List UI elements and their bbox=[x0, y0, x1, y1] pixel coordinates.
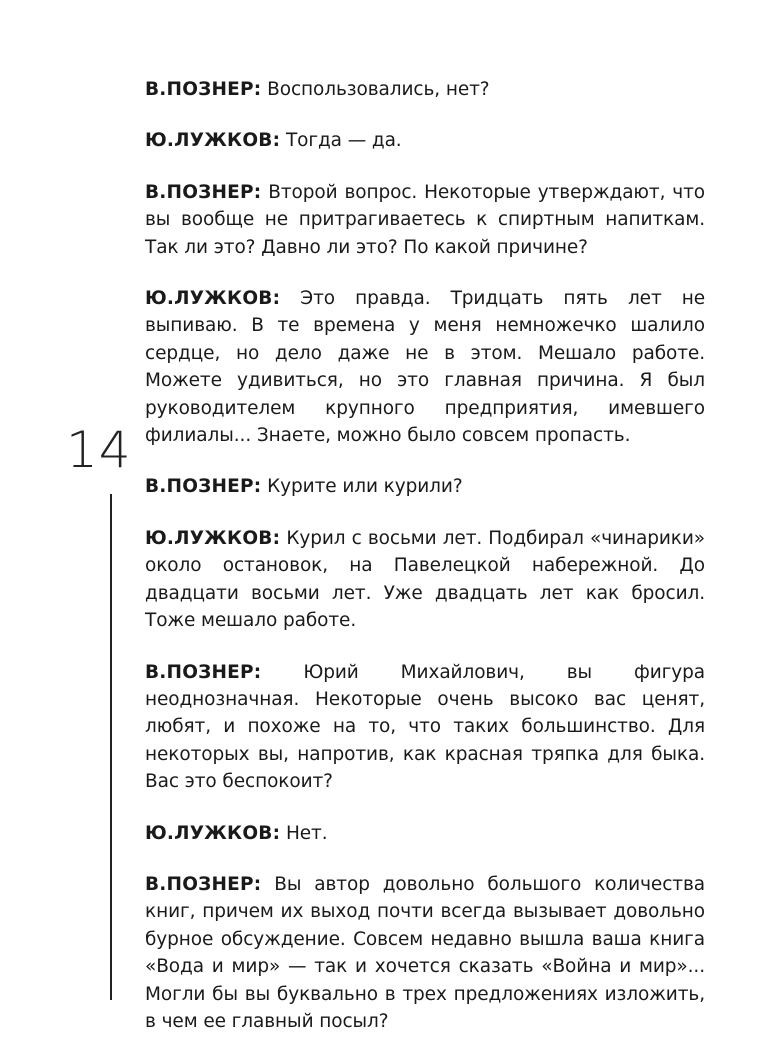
dialogue-text: Вы автор довольно большого количества книг, причем их выход почти всегда вызывает довольно бурное обсуждение. Совсем недавно вышла ваша книга «Вода и мир» — так и хочется сказать «Война и мир»... Могли бы вы буквально в трех предложениях изложить, в чем ее главный посыл? bbox=[145, 873, 705, 1032]
speaker-label: Ю.ЛУЖКОВ: bbox=[145, 288, 281, 310]
speaker-label: Ю.ЛУЖКОВ: bbox=[145, 130, 281, 152]
speaker-label: Ю.ЛУЖКОВ: bbox=[145, 822, 281, 844]
dialogue-text: Нет. bbox=[285, 822, 328, 844]
page-number: 14 bbox=[66, 421, 132, 479]
dialogue-text: Воспользовались, нет? bbox=[267, 79, 490, 100]
side-rule bbox=[110, 494, 112, 1000]
speaker-label: В.ПОЗНЕР: bbox=[145, 873, 262, 895]
dialogue-text: Курил с восьми лет. Подбирал «чинарики» около остановок, на Павелецкой набережной. До двадцати восьми лет. Уже двадцать лет как бросил. Тоже мешало работе. bbox=[145, 527, 705, 632]
dialogue-paragraph bbox=[145, 285, 705, 449]
interview-text bbox=[145, 76, 705, 1059]
dialogue-text: Юрий Михайлович, вы фигура неоднозначная. Некоторые очень высоко вас ценят, любят, и похоже на то, что таких большинство. Для некоторых вы, напротив, как красная тряпка для быка. Вас это беспокоит? bbox=[145, 661, 706, 793]
dialogue-paragraph bbox=[145, 659, 705, 796]
speaker-label: В.ПОЗНЕР: bbox=[145, 476, 262, 498]
speaker-label: В.ПОЗНЕР: bbox=[145, 181, 262, 203]
dialogue-paragraph bbox=[145, 820, 705, 847]
dialogue-text: Курите или курили? bbox=[267, 476, 463, 498]
dialogue-paragraph bbox=[145, 525, 705, 635]
speaker-label: Ю.ЛУЖКОВ: bbox=[145, 527, 281, 549]
dialogue-paragraph bbox=[145, 76, 705, 103]
speaker-label: В.ПОЗНЕР: bbox=[145, 79, 262, 100]
dialogue-paragraph bbox=[145, 473, 705, 500]
dialogue-paragraph bbox=[145, 179, 705, 261]
dialogue-text: Это правда. Тридцать пять лет не выпиваю. В те времена у меня немножечко шалило сердце, но дело даже не в этом. Мешало работе. Можете удивиться, но это главная причина. Я был руководителем крупного предприятия, имевшего филиалы... Знаете, можно было совсем пропасть. bbox=[145, 288, 706, 447]
speaker-label: В.ПОЗНЕР: bbox=[145, 661, 262, 683]
dialogue-text: Второй вопрос. Некоторые утверждают, что вы вообще не притрагиваетесь к спиртным напиткам. Так ли это? Давно ли это? По какой причине? bbox=[145, 181, 705, 258]
dialogue-paragraph bbox=[145, 871, 705, 1035]
dialogue-paragraph bbox=[145, 127, 705, 154]
dialogue-text: Тогда — да. bbox=[285, 130, 402, 152]
